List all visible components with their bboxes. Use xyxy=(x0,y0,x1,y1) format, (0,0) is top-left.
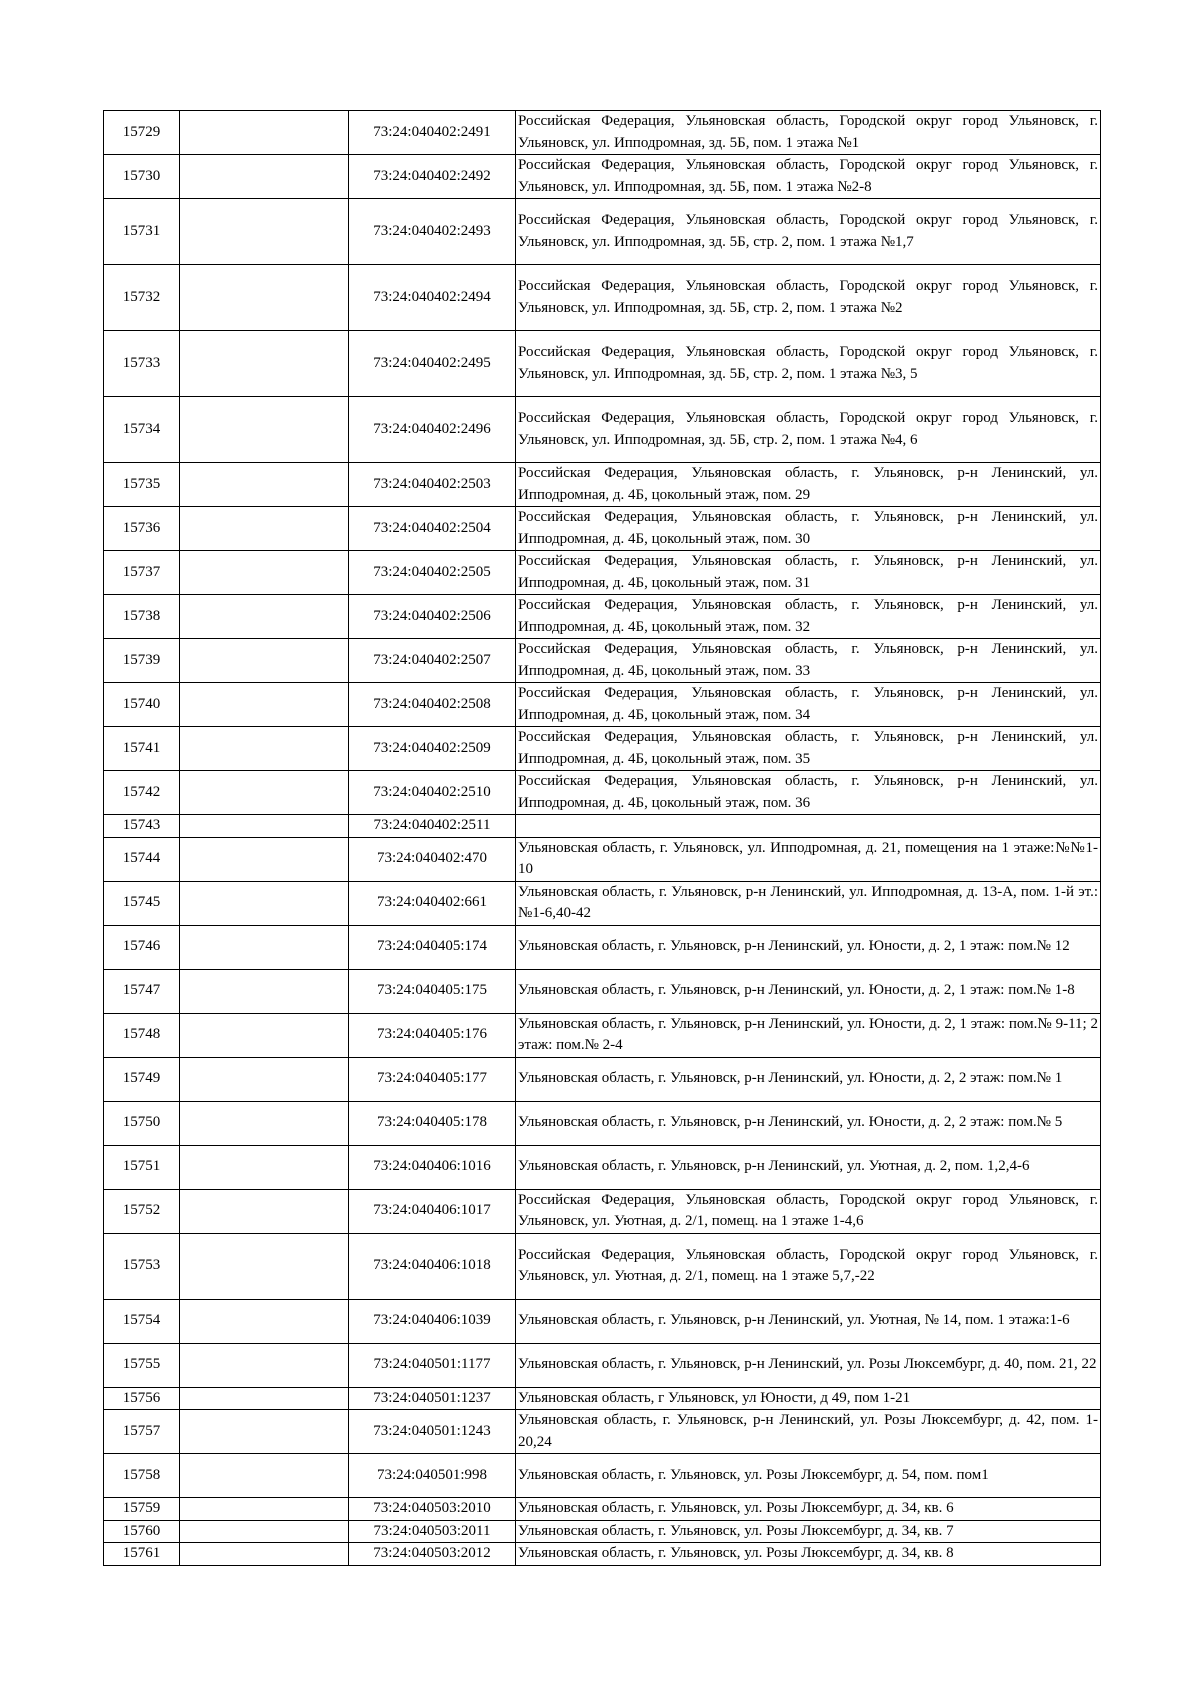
table-row xyxy=(104,639,1101,683)
record-number-cell: 15741 xyxy=(104,727,180,771)
empty-cell xyxy=(180,1454,349,1498)
empty-cell xyxy=(180,155,349,199)
address-cell: Ульяновская область, г. Ульяновск, ул. Розы Люксембург, д. 54, пом. пом1 xyxy=(516,1454,1101,1498)
cadastral-number-cell: 73:24:040501:1177 xyxy=(349,1343,516,1387)
address-cell: Ульяновская область, г. Ульяновск, ул. Ипподромная, д. 21, помещения на 1 этаже:№№1-10 xyxy=(516,837,1101,881)
table-row xyxy=(104,331,1101,397)
table-row xyxy=(104,683,1101,727)
record-number-cell: 15736 xyxy=(104,507,180,551)
address-cell: Ульяновская область, г. Ульяновск, р-н Ленинский, ул. Уютная, д. 2, пом. 1,2,4-6 xyxy=(516,1145,1101,1189)
address-cell: Российская Федерация, Ульяновская область, г. Ульяновск, р-н Ленинский, ул. Ипподромная, д. 4Б, цокольный этаж, пом. 30 xyxy=(516,507,1101,551)
address-cell: Ульяновская область, г. Ульяновск, р-н Ленинский, ул. Уютная, № 14, пом. 1 этажа:1-6 xyxy=(516,1299,1101,1343)
empty-cell xyxy=(180,881,349,925)
record-number-cell: 15759 xyxy=(104,1498,180,1521)
table-row xyxy=(104,881,1101,925)
cadastral-number-cell: 73:24:040402:2495 xyxy=(349,331,516,397)
record-number-cell: 15733 xyxy=(104,331,180,397)
empty-cell xyxy=(180,837,349,881)
registry-table-body xyxy=(104,111,1101,1566)
address-cell: Российская Федерация, Ульяновская область, Городской округ город Ульяновск, г. Ульяновск, ул. Ипподромная, зд. 5Б, стр. 2, пом. 1 этажа №1,7 xyxy=(516,199,1101,265)
address-cell: Российская Федерация, Ульяновская область, г. Ульяновск, р-н Ленинский, ул. Ипподромная, д. 4Б, цокольный этаж, пом. 33 xyxy=(516,639,1101,683)
record-number-cell: 15738 xyxy=(104,595,180,639)
table-row xyxy=(104,1520,1101,1543)
address-cell: Российская Федерация, Ульяновская область, Городской округ город Ульяновск, г. Ульяновск, ул. Уютная, д. 2/1, помещ. на 1 этаже 1-4,6 xyxy=(516,1189,1101,1233)
address-cell: Российская Федерация, Ульяновская область, г. Ульяновск, р-н Ленинский, ул. Ипподромная, д. 4Б, цокольный этаж, пом. 36 xyxy=(516,771,1101,815)
cadastral-number-cell: 73:24:040503:2011 xyxy=(349,1520,516,1543)
cadastral-number-cell: 73:24:040402:2493 xyxy=(349,199,516,265)
table-row xyxy=(104,397,1101,463)
address-cell: Ульяновская область, г. Ульяновск, ул. Розы Люксембург, д. 34, кв. 6 xyxy=(516,1498,1101,1521)
empty-cell xyxy=(180,265,349,331)
record-number-cell: 15749 xyxy=(104,1057,180,1101)
table-row xyxy=(104,771,1101,815)
address-cell: Российская Федерация, Ульяновская область, г. Ульяновск, р-н Ленинский, ул. Ипподромная, д. 4Б, цокольный этаж, пом. 31 xyxy=(516,551,1101,595)
cadastral-number-cell: 73:24:040402:2510 xyxy=(349,771,516,815)
address-cell: Российская Федерация, Ульяновская область, Городской округ город Ульяновск, г. Ульяновск, ул. Ипподромная, зд. 5Б, пом. 1 этажа №2-8 xyxy=(516,155,1101,199)
record-number-cell: 15732 xyxy=(104,265,180,331)
empty-cell xyxy=(180,1233,349,1299)
record-number-cell: 15745 xyxy=(104,881,180,925)
empty-cell xyxy=(180,1498,349,1521)
table-row xyxy=(104,1189,1101,1233)
empty-cell xyxy=(180,397,349,463)
table-row xyxy=(104,199,1101,265)
empty-cell xyxy=(180,639,349,683)
table-row xyxy=(104,463,1101,507)
table-row xyxy=(104,595,1101,639)
cadastral-number-cell: 73:24:040402:2491 xyxy=(349,111,516,155)
cadastral-number-cell: 73:24:040402:2509 xyxy=(349,727,516,771)
record-number-cell: 15734 xyxy=(104,397,180,463)
empty-cell xyxy=(180,683,349,727)
record-number-cell: 15752 xyxy=(104,1189,180,1233)
cadastral-number-cell: 73:24:040406:1018 xyxy=(349,1233,516,1299)
record-number-cell: 15754 xyxy=(104,1299,180,1343)
record-number-cell: 15737 xyxy=(104,551,180,595)
record-number-cell: 15748 xyxy=(104,1013,180,1057)
cadastral-number-cell: 73:24:040402:2496 xyxy=(349,397,516,463)
table-row xyxy=(104,507,1101,551)
table-row xyxy=(104,837,1101,881)
cadastral-number-cell: 73:24:040402:661 xyxy=(349,881,516,925)
address-cell: Российская Федерация, Ульяновская область, Городской округ город Ульяновск, г. Ульяновск, ул. Ипподромная, зд. 5Б, стр. 2, пом. 1 этажа №3, 5 xyxy=(516,331,1101,397)
cadastral-number-cell: 73:24:040406:1017 xyxy=(349,1189,516,1233)
empty-cell xyxy=(180,1543,349,1566)
table-row xyxy=(104,1454,1101,1498)
address-cell: Ульяновская область, г Ульяновск, ул Юности, д 49, пом 1-21 xyxy=(516,1387,1101,1410)
address-cell: Ульяновская область, г. Ульяновск, р-н Ленинский, ул. Юности, д. 2, 1 этаж: пом.№ 1-8 xyxy=(516,969,1101,1013)
record-number-cell: 15753 xyxy=(104,1233,180,1299)
table-row xyxy=(104,969,1101,1013)
record-number-cell: 15758 xyxy=(104,1454,180,1498)
table-row xyxy=(104,1410,1101,1454)
empty-cell xyxy=(180,1013,349,1057)
record-number-cell: 15756 xyxy=(104,1387,180,1410)
cadastral-number-cell: 73:24:040405:174 xyxy=(349,925,516,969)
table-row xyxy=(104,1343,1101,1387)
cadastral-number-cell: 73:24:040405:178 xyxy=(349,1101,516,1145)
address-cell: Ульяновская область, г. Ульяновск, ул. Розы Люксембург, д. 34, кв. 8 xyxy=(516,1543,1101,1566)
empty-cell xyxy=(180,111,349,155)
empty-cell xyxy=(180,771,349,815)
address-cell: Российская Федерация, Ульяновская область, г. Ульяновск, р-н Ленинский, ул. Ипподромная, д. 4Б, цокольный этаж, пом. 35 xyxy=(516,727,1101,771)
empty-cell xyxy=(180,1145,349,1189)
record-number-cell: 15730 xyxy=(104,155,180,199)
empty-cell xyxy=(180,1343,349,1387)
table-row xyxy=(104,265,1101,331)
table-row xyxy=(104,1498,1101,1521)
address-cell: Ульяновская область, г. Ульяновск, р-н Ленинский, ул. Ипподромная, д. 13-А, пом. 1-й эт.: №1-6,40-42 xyxy=(516,881,1101,925)
empty-cell xyxy=(180,1299,349,1343)
record-number-cell: 15731 xyxy=(104,199,180,265)
record-number-cell: 15757 xyxy=(104,1410,180,1454)
address-cell: Российская Федерация, Ульяновская область, г. Ульяновск, р-н Ленинский, ул. Ипподромная, д. 4Б, цокольный этаж, пом. 29 xyxy=(516,463,1101,507)
empty-cell xyxy=(180,1189,349,1233)
record-number-cell: 15740 xyxy=(104,683,180,727)
empty-cell xyxy=(180,551,349,595)
record-number-cell: 15739 xyxy=(104,639,180,683)
record-number-cell: 15729 xyxy=(104,111,180,155)
cadastral-number-cell: 73:24:040501:1237 xyxy=(349,1387,516,1410)
cadastral-number-cell: 73:24:040501:998 xyxy=(349,1454,516,1498)
address-cell: Ульяновская область, г. Ульяновск, р-н Ленинский, ул. Розы Люксембург, д. 40, пом. 21, 22 xyxy=(516,1343,1101,1387)
address-cell: Ульяновская область, г. Ульяновск, р-н Ленинский, ул. Юности, д. 2, 1 этаж: пом.№ 12 xyxy=(516,925,1101,969)
cadastral-number-cell: 73:24:040402:2507 xyxy=(349,639,516,683)
empty-cell xyxy=(180,1101,349,1145)
record-number-cell: 15735 xyxy=(104,463,180,507)
empty-cell xyxy=(180,925,349,969)
record-number-cell: 15747 xyxy=(104,969,180,1013)
record-number-cell: 15750 xyxy=(104,1101,180,1145)
cadastral-number-cell: 73:24:040405:176 xyxy=(349,1013,516,1057)
empty-cell xyxy=(180,331,349,397)
cadastral-number-cell: 73:24:040501:1243 xyxy=(349,1410,516,1454)
address-cell: Ульяновская область, г. Ульяновск, р-н Ленинский, ул. Розы Люксембург, д. 42, пом. 1-20,24 xyxy=(516,1410,1101,1454)
cadastral-number-cell: 73:24:040402:2492 xyxy=(349,155,516,199)
empty-cell xyxy=(180,1520,349,1543)
address-cell: Ульяновская область, г. Ульяновск, ул. Розы Люксембург, д. 34, кв. 7 xyxy=(516,1520,1101,1543)
empty-cell xyxy=(180,595,349,639)
empty-cell xyxy=(180,1057,349,1101)
address-cell: Ульяновская область, г. Ульяновск, р-н Ленинский, ул. Юности, д. 2, 2 этаж: пом.№ 1 xyxy=(516,1057,1101,1101)
cadastral-number-cell: 73:24:040402:2503 xyxy=(349,463,516,507)
empty-cell xyxy=(180,1387,349,1410)
address-cell: Российская Федерация, Ульяновская область, Городской округ город Ульяновск, г. Ульяновск, ул. Уютная, д. 2/1, помещ. на 1 этаже 5,7,-22 xyxy=(516,1233,1101,1299)
cadastral-number-cell: 73:24:040406:1039 xyxy=(349,1299,516,1343)
table-row xyxy=(104,1013,1101,1057)
empty-cell xyxy=(180,815,349,838)
table-row xyxy=(104,1145,1101,1189)
cadastral-number-cell: 73:24:040402:2506 xyxy=(349,595,516,639)
cadastral-number-cell: 73:24:040503:2010 xyxy=(349,1498,516,1521)
table-row xyxy=(104,1057,1101,1101)
record-number-cell: 15755 xyxy=(104,1343,180,1387)
empty-cell xyxy=(180,969,349,1013)
cadastral-number-cell: 73:24:040503:2012 xyxy=(349,1543,516,1566)
cadastral-number-cell: 73:24:040402:2504 xyxy=(349,507,516,551)
address-cell: Российская Федерация, Ульяновская область, Городской округ город Ульяновск, г. Ульяновск, ул. Ипподромная, зд. 5Б, пом. 1 этажа №1 xyxy=(516,111,1101,155)
cadastral-number-cell: 73:24:040402:470 xyxy=(349,837,516,881)
table-row xyxy=(104,1543,1101,1566)
record-number-cell: 15743 xyxy=(104,815,180,838)
table-row xyxy=(104,815,1101,838)
cadastral-number-cell: 73:24:040405:177 xyxy=(349,1057,516,1101)
cadastral-number-cell: 73:24:040402:2494 xyxy=(349,265,516,331)
cadastral-number-cell: 73:24:040402:2511 xyxy=(349,815,516,838)
cadastral-number-cell: 73:24:040402:2508 xyxy=(349,683,516,727)
table-row xyxy=(104,925,1101,969)
address-cell: Российская Федерация, Ульяновская область, г. Ульяновск, р-н Ленинский, ул. Ипподромная, д. 4Б, цокольный этаж, пом. 32 xyxy=(516,595,1101,639)
record-number-cell: 15744 xyxy=(104,837,180,881)
table-row xyxy=(104,1101,1101,1145)
address-cell xyxy=(516,815,1101,838)
cadastral-number-cell: 73:24:040405:175 xyxy=(349,969,516,1013)
record-number-cell: 15742 xyxy=(104,771,180,815)
record-number-cell: 15746 xyxy=(104,925,180,969)
registry-table xyxy=(103,110,1101,1566)
table-row xyxy=(104,1233,1101,1299)
table-row xyxy=(104,1387,1101,1410)
empty-cell xyxy=(180,199,349,265)
address-cell: Российская Федерация, Ульяновская область, г. Ульяновск, р-н Ленинский, ул. Ипподромная, д. 4Б, цокольный этаж, пом. 34 xyxy=(516,683,1101,727)
table-row xyxy=(104,727,1101,771)
record-number-cell: 15751 xyxy=(104,1145,180,1189)
address-cell: Российская Федерация, Ульяновская область, Городской округ город Ульяновск, г. Ульяновск, ул. Ипподромная, зд. 5Б, стр. 2, пом. 1 этажа №2 xyxy=(516,265,1101,331)
empty-cell xyxy=(180,727,349,771)
empty-cell xyxy=(180,507,349,551)
cadastral-number-cell: 73:24:040406:1016 xyxy=(349,1145,516,1189)
table-row xyxy=(104,155,1101,199)
table-row xyxy=(104,1299,1101,1343)
cadastral-number-cell: 73:24:040402:2505 xyxy=(349,551,516,595)
empty-cell xyxy=(180,463,349,507)
record-number-cell: 15761 xyxy=(104,1543,180,1566)
table-row xyxy=(104,551,1101,595)
table-row xyxy=(104,111,1101,155)
address-cell: Ульяновская область, г. Ульяновск, р-н Ленинский, ул. Юности, д. 2, 1 этаж: пом.№ 9-11; 2 этаж: пом.№ 2-4 xyxy=(516,1013,1101,1057)
address-cell: Ульяновская область, г. Ульяновск, р-н Ленинский, ул. Юности, д. 2, 2 этаж: пом.№ 5 xyxy=(516,1101,1101,1145)
record-number-cell: 15760 xyxy=(104,1520,180,1543)
address-cell: Российская Федерация, Ульяновская область, Городской округ город Ульяновск, г. Ульяновск, ул. Ипподромная, зд. 5Б, стр. 2, пом. 1 этажа №4, 6 xyxy=(516,397,1101,463)
empty-cell xyxy=(180,1410,349,1454)
